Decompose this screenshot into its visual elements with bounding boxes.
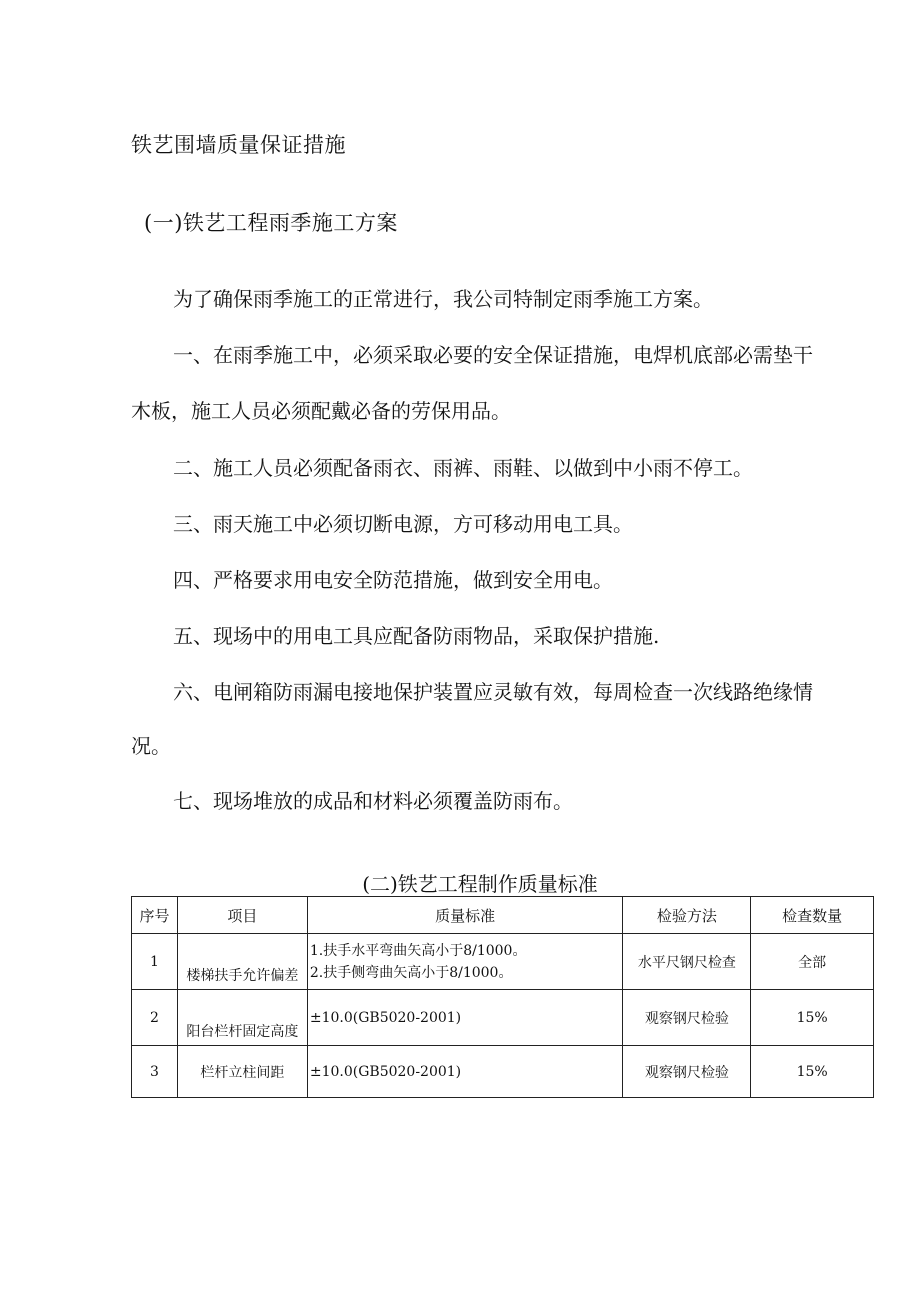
header-method: 检验方法 <box>623 897 751 934</box>
item1-line1 <box>131 327 881 383</box>
row1-standard-line2: 2.扶手侧弯曲矢高小于8/1000。 <box>309 964 513 981</box>
row1-method: 水平尺钢尺检查 <box>623 934 751 990</box>
section1-heading: (一)铁艺工程雨季施工方案 <box>144 211 398 235</box>
item5-text: 五、现场中的用电工具应配备防雨物品，采取保护措施. <box>173 624 660 648</box>
item6-text-2: 况。 <box>131 734 171 758</box>
table-row <box>132 934 874 990</box>
row1-standard-line1: 1.扶手水平弯曲矢高小于8/1000。 <box>309 942 527 959</box>
section2-heading: (二)铁艺工程制作质量标准 <box>362 872 598 896</box>
item1-text-1: 一、在雨季施工中，必须采取必要的安全保证措施，电焊机底部必需垫干 <box>173 343 813 367</box>
row3-standard: ±10.0(GB5020-2001) <box>307 1046 623 1098</box>
row3-item: 栏杆立柱间距 <box>177 1046 307 1098</box>
item1-line2 <box>131 383 881 439</box>
intro-text: 为了确保雨季施工的正常进行，我公司特制定雨季施工方案。 <box>173 287 713 311</box>
item4-text: 四、严格要求用电安全防范措施，做到安全用电。 <box>173 568 613 592</box>
table-row <box>132 1046 874 1098</box>
document-title: 铁艺围墙质量保证措施 <box>131 133 346 157</box>
row3-quantity: 15% <box>751 1046 874 1098</box>
header-standard: 质量标准 <box>307 897 623 934</box>
item2-paragraph <box>131 440 881 496</box>
header-item: 项目 <box>177 897 307 934</box>
row1-seq: 1 <box>132 934 178 990</box>
row1-item: 楼梯扶手允许偏差 <box>177 934 307 990</box>
item6-text-1: 六、电闸箱防雨漏电接地保护装置应灵敏有效，每周检查一次线路绝缘情 <box>173 680 813 704</box>
item7-text: 七、现场堆放的成品和材料必须覆盖防雨布。 <box>173 789 573 813</box>
header-seq: 序号 <box>132 897 178 934</box>
item6-line1 <box>131 664 881 720</box>
item1-text-2: 木板，施工人员必须配戴必备的劳保用品。 <box>131 399 511 423</box>
row1-quantity: 全部 <box>751 934 874 990</box>
row2-item: 阳台栏杆固定高度 <box>177 990 307 1046</box>
item4-paragraph <box>131 552 881 608</box>
row3-method: 观察钢尺检验 <box>623 1046 751 1098</box>
table-row <box>132 990 874 1046</box>
row2-quantity: 15% <box>751 990 874 1046</box>
row1-standard <box>307 934 623 990</box>
item3-text: 三、雨天施工中必须切断电源，方可移动用电工具。 <box>173 512 633 536</box>
item3-paragraph <box>131 496 881 552</box>
item2-text: 二、施工人员必须配备雨衣、雨裤、雨鞋、以做到中小雨不停工。 <box>173 456 753 480</box>
intro-paragraph <box>131 271 881 327</box>
row2-seq: 2 <box>132 990 178 1046</box>
table-header-row <box>132 897 874 934</box>
item6-line2 <box>131 718 881 774</box>
row2-standard: ±10.0(GB5020-2001) <box>307 990 623 1046</box>
row3-seq: 3 <box>132 1046 178 1098</box>
item5-paragraph <box>131 608 881 664</box>
header-quantity: 检查数量 <box>751 897 874 934</box>
item7-paragraph <box>131 773 881 829</box>
row2-method: 观察钢尺检验 <box>623 990 751 1046</box>
quality-standard-table <box>131 896 874 1098</box>
